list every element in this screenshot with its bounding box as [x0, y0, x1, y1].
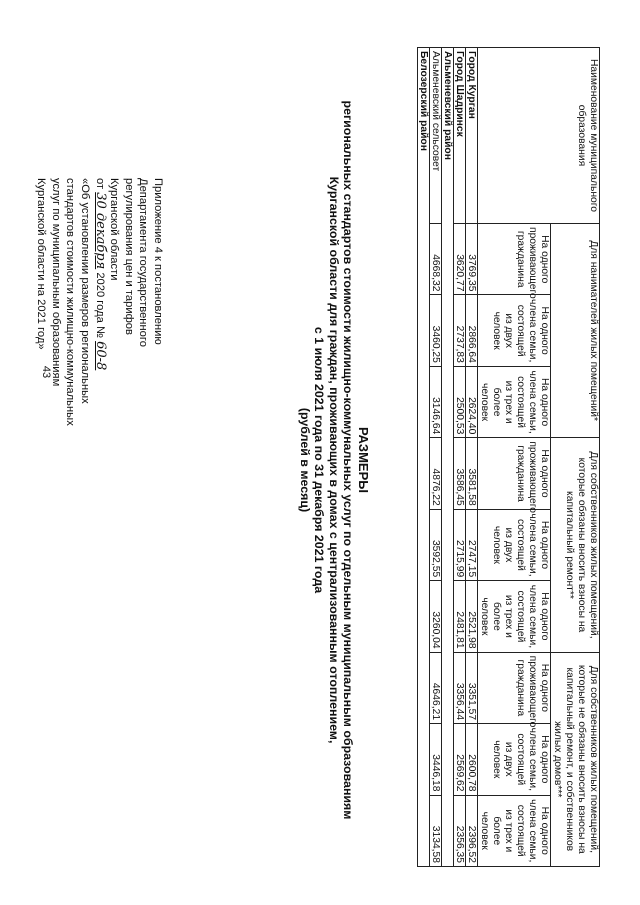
- page-number: 43: [40, 365, 53, 379]
- table-cell: 3592,55: [430, 509, 442, 580]
- appendix-date-line: [92, 178, 107, 488]
- table-cell: 3260,04: [430, 581, 442, 652]
- standards-table: [417, 47, 600, 867]
- table-cell: 3351,57: [466, 652, 478, 723]
- table-cell: 3446,18: [430, 724, 442, 795]
- table-row-district: [418, 48, 430, 867]
- table-cell: 2396,52: [466, 795, 478, 867]
- handwritten-number: 60-8: [92, 341, 108, 371]
- header-sub-two: На одного члена семьи, состоящей из двух человек: [478, 295, 551, 366]
- row-name: Город Курган: [466, 48, 478, 224]
- table-row: [454, 48, 466, 867]
- table-cell: 4646,21: [430, 652, 442, 723]
- header-sub-two: На одного члена семьи, состоящей из двух человек: [478, 509, 551, 580]
- appendix-line: услуг по муниципальным образованиям: [49, 178, 62, 387]
- table-cell: 2747,15: [466, 509, 478, 580]
- table-cell: 3134,58: [430, 795, 442, 867]
- heading-line: с 1 июля 2021 года по 31 декабря 2021 года: [312, 326, 327, 594]
- appendix-line: Курганской области: [108, 178, 121, 281]
- document-heading: [297, 60, 370, 860]
- row-name: Альменевский район: [442, 48, 454, 867]
- header-sub-three: На одного члена семьи, состоящей из трех и более человек: [478, 581, 551, 652]
- header-sub-single: На одного проживающего гражданина: [478, 438, 551, 509]
- header-sub-three: На одного члена семьи, состоящей из трех и более человек: [478, 795, 551, 867]
- table-cell: 2737,83: [454, 295, 466, 366]
- appendix-line: Департамента государственного: [137, 178, 150, 347]
- table-cell: 3356,44: [454, 652, 466, 723]
- table-cell: 2600,78: [466, 724, 478, 795]
- header-group-owners-no-capital: Для собственников жилых помещений, которые не обязаны вносить взносы на капитальный ремонт, и собственников жилых домов***: [551, 652, 600, 866]
- date-prefix: от: [93, 178, 106, 190]
- header-group-tenants: Для нанимателей жилых помещений*: [551, 224, 600, 438]
- table-cell: 4876,22: [430, 438, 442, 509]
- appendix-line: регулирования цен и тарифов: [122, 178, 135, 335]
- table-cell: 4668,32: [430, 224, 442, 295]
- handwritten-date: 30 декабря: [92, 192, 108, 270]
- table-cell: 3146,64: [430, 366, 442, 437]
- appendix-line: Курганской области на 2021 год»: [35, 178, 48, 350]
- heading-line: Курганской области для граждан, проживающих в домах с централизованным отоплением,: [326, 176, 341, 744]
- header-sub-single: На одного проживающего гражданина: [478, 224, 551, 295]
- header-group-owners-capital: Для собственников жилых помещений, которые обязаны вносить взносы на капитальный ремонт**: [551, 438, 600, 652]
- row-name: Белозерский район: [418, 48, 430, 867]
- table-cell: 2866,64: [466, 295, 478, 366]
- table-cell: 3581,58: [466, 438, 478, 509]
- row-name: Город Шадринск: [454, 48, 466, 224]
- table-cell: 2500,53: [454, 366, 466, 437]
- row-name: Альменевский сельсовет: [430, 48, 442, 224]
- table-row: [466, 48, 478, 867]
- date-middle: 2020 года №: [93, 272, 106, 338]
- table-cell: 2715,99: [454, 509, 466, 580]
- header-sub-two: На одного члена семьи, состоящей из двух человек: [478, 724, 551, 795]
- header-sub-three: На одного члена семьи, состоящей из трех и более человек: [478, 366, 551, 437]
- table-cell: 2481,81: [454, 581, 466, 652]
- table-row-district: [442, 48, 454, 867]
- heading-line: (рублей в месяц): [297, 407, 312, 513]
- heading-line: региональных стандартов стоимости жилищно-коммунальных услуг по отдельным муниципальным образованиям: [341, 100, 356, 820]
- table-cell: 3620,77: [454, 224, 466, 295]
- table-cell: 3586,45: [454, 438, 466, 509]
- table-cell: 2569,62: [454, 724, 466, 795]
- header-municipality: Наименование муниципального образования: [478, 48, 600, 224]
- table-cell: 2356,35: [454, 795, 466, 867]
- appendix-line: Приложение 4 к постановлению: [152, 178, 164, 345]
- appendix-line: стандартов стоимости жилищно-коммунальных: [64, 178, 77, 426]
- table-row: [430, 48, 442, 867]
- table-cell: 3460,25: [430, 295, 442, 366]
- header-sub-single: На одного проживающего гражданина: [478, 652, 551, 723]
- heading-title: РАЗМЕРЫ: [356, 427, 371, 493]
- appendix-block: [34, 178, 165, 488]
- table-cell: 2521,98: [466, 581, 478, 652]
- table-cell: 3769,35: [466, 224, 478, 295]
- table-cell: 2624,40: [466, 366, 478, 437]
- appendix-line: «Об установлении размеров региональных: [79, 178, 92, 404]
